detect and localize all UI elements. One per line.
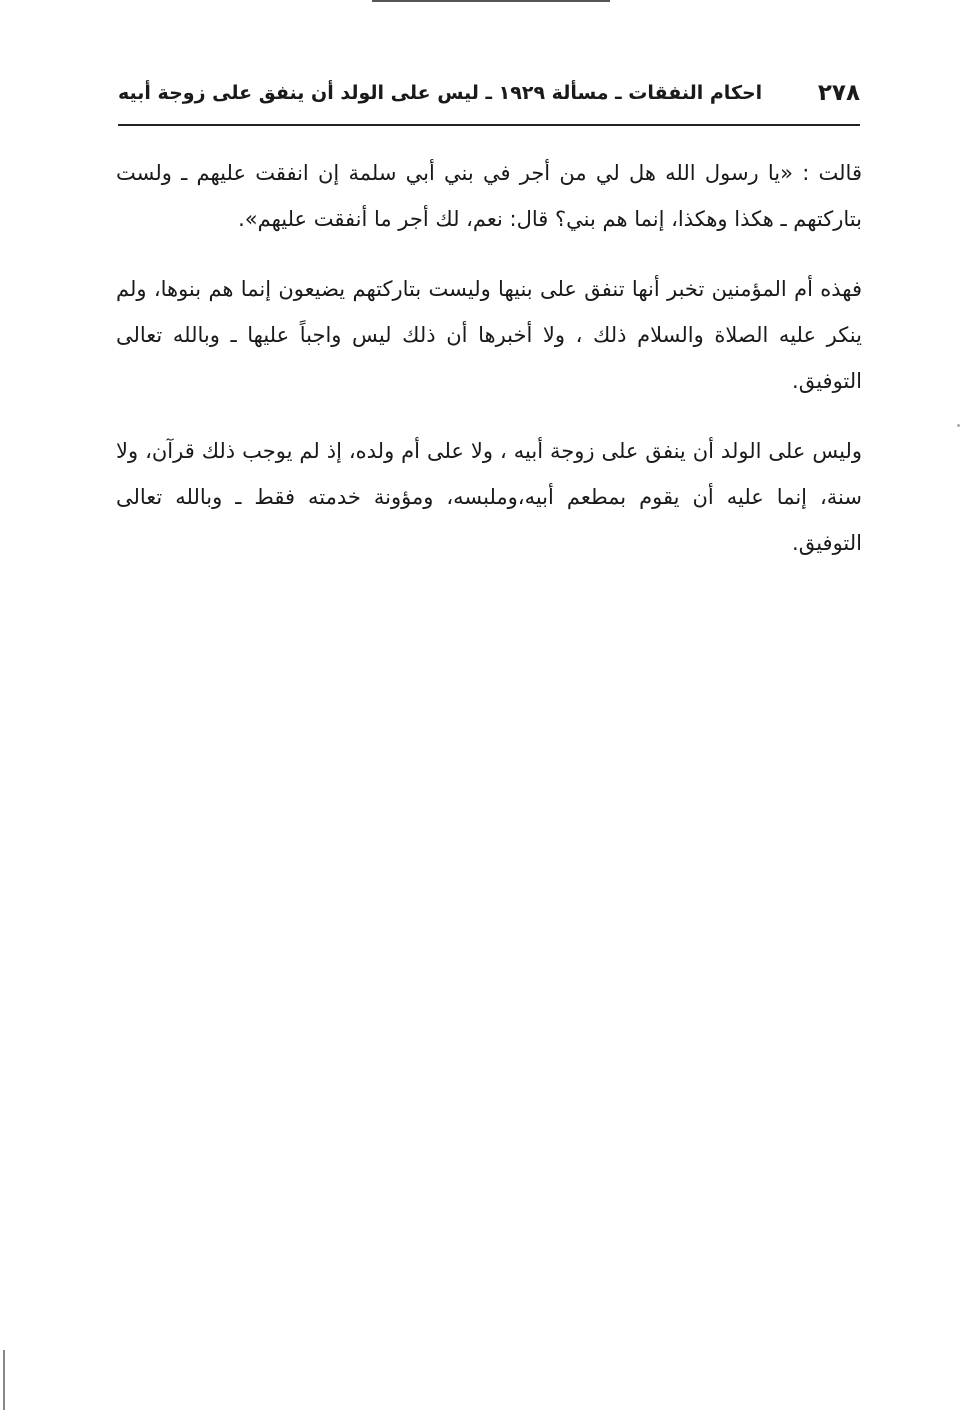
paragraph-3: وليس على الولد أن ينفق على زوجة أبيه ، ولا على أم ولده، إذ لم يوجب ذلك قرآن، ولا سنة، إنما عليه أن يقوم بمطعم أبيه،وملبسه، ومؤونة خدمته فقط ـ وبالله تعالى التوفيق. (116, 439, 862, 555)
page-body (116, 150, 862, 590)
running-title: احكام النفقات ـ مسألة ١٩٢٩ ـ ليس على الولد أن ينفق على زوجة أبيه (118, 82, 763, 104)
scan-edge-line (372, 0, 610, 2)
page-header (118, 72, 860, 114)
page-number: ٢٧٨ (817, 80, 860, 106)
scan-margin-mark (3, 1350, 5, 1410)
paragraph-1: قالت : «يا رسول الله هل لي من أجر في بني أبي سلمة إن انفقت عليهم ـ ولست بتاركتهم ـ هكذا وهكذا، إنما هم بني؟ قال: نعم، لك أجر ما أنفقت عليهم». (116, 161, 862, 231)
paragraph-2: فهذه أم المؤمنين تخبر أنها تنفق على بنيها وليست بتاركتهم يضيعون إنما هم بنوها، ولم ينكر عليه الصلاة والسلام ذلك ، ولا أخبرها أن ذلك ليس واجباً عليها ـ وبالله تعالى التوفيق. (116, 277, 862, 393)
header-divider (118, 124, 860, 126)
scan-speck (957, 424, 960, 427)
